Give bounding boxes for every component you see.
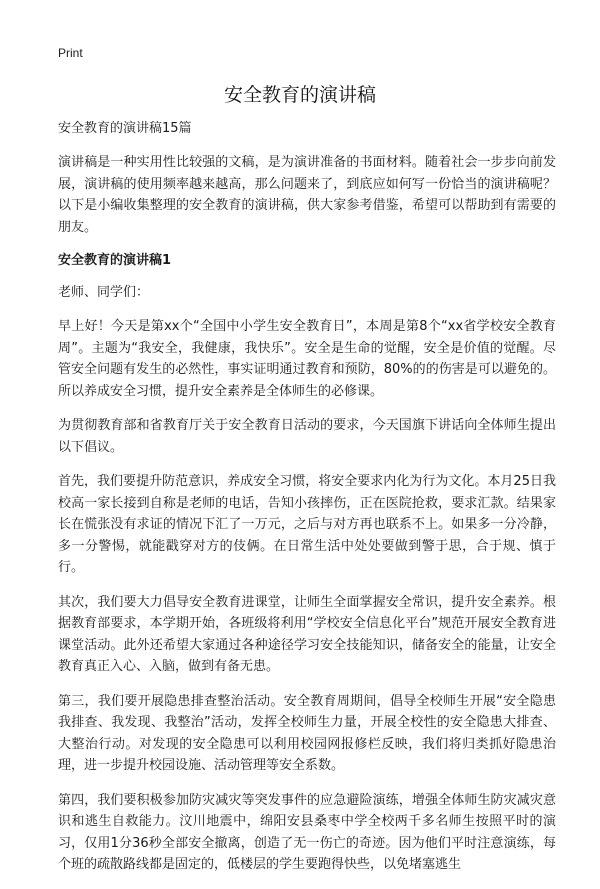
body-paragraph: 第三，我们要开展隐患排查整治活动。安全教育周期间，倡导全校师生开展“安全隐患我排查、我发现、我整治”活动，发挥全校师生力量，开展全校性的安全隐患大排查、大整治行动。对发现的安全隐患可以利用校园网报修栏反映，我们将归类抓好隐患治理，进一步提升校园设施、活动管理等安全系数。 [58,693,556,773]
body-paragraph: 早上好！今天是第xx个“全国中小学生安全教育日”，本周是第8个“xx省学校安全教育周”。主题为“我安全，我健康，我快乐”。安全是生命的觉醒，安全是价值的觉醒。尽管安全问题有发生的必然性，事实证明通过教育和预防，80%的的伤害是可以避免的。所以养成安全习惯，提升安全素养是全体师生的必修课。 [58,319,556,399]
document-title: 安全教育的演讲稿 [223,84,376,106]
body-paragraph: 首先，我们要提升防范意识，养成安全习惯，将安全要求内化为行为文化。本月25日我校高一家长接到自称是老师的电话，告知小孩摔伤，正在医院抢救，要求汇款。结果家长在慌张没有求证的情况下汇了一万元，之后与对方再也联系不上。如果多一分冷静，多一分警惕，就能戳穿对方的伎俩。在日常生活中处处要做到警于思，合于规、慎于行。 [58,474,556,575]
print-link[interactable]: Print [58,46,83,60]
document-subtitle: 安全教育的演讲稿15篇 [58,121,192,136]
body-paragraph: 为贯彻教育部和省教育厅关于安全教育日活动的要求，今天国旗下讲话向全体师生提出以下倡议。 [58,418,556,455]
salutation: 老师、同学们： [58,285,150,300]
section-heading: 安全教育的演讲稿1 [58,253,172,268]
body-paragraph: 其次，我们要大力倡导安全教育进课堂，让师生全面掌握安全常识，提升安全素养。根据教育部要求，本学期开始，各班级将利用“学校安全信息化平台”规范开展安全教育进课堂活动。此外还希望大家通过各种途径学习安全技能知识，储备安全的能量，让安全教育真正入心、入脑，做到有备无患。 [58,594,556,674]
intro-paragraph: 演讲稿是一种实用性比较强的文稿，是为演讲准备的书面材料。随着社会一步步向前发展，演讲稿的使用频率越来越高，那么问题来了，到底应如何写一份恰当的演讲稿呢？以下是小编收集整理的安全教育的演讲稿，供大家参考借鉴，希望可以帮助到有需要的朋友。 [58,155,556,235]
document-body [58,120,556,889]
body-paragraph: 第四，我们要积极参加防灾减灾等突发事件的应急避险演练，增强全体师生防灾减灾意识和逃生自救能力。汶川地震中，绵阳安县桑枣中学全校两千多名师生按照平时的演习，仅用1分36秒全部安全撤离，创造了无一伤亡的奇迹。因为他们平时注意演练，每个班的疏散路线都是固定的，低楼层的学生要跑得快些，以免堵塞逃生 [58,792,556,872]
